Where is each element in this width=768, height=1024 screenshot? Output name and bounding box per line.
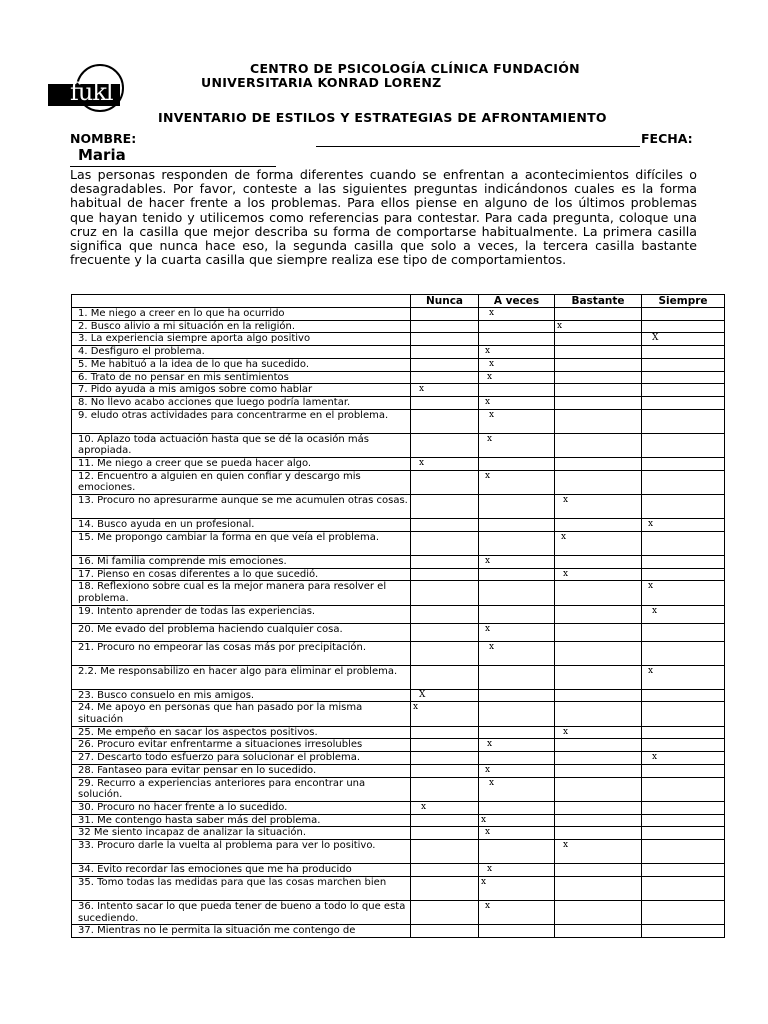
answer-cell[interactable]	[642, 409, 725, 433]
answer-cell[interactable]	[411, 665, 479, 689]
answer-cell[interactable]	[411, 409, 479, 433]
answer-cell[interactable]	[479, 864, 555, 877]
question-text: 9. eludo otras actividades para concentrarme en el problema.	[72, 409, 411, 433]
answer-cell[interactable]	[642, 470, 725, 494]
answer-cell[interactable]	[411, 864, 479, 877]
table-row	[72, 371, 725, 384]
cross-mark: x	[489, 777, 495, 788]
header-question	[72, 295, 411, 308]
question-text: 27. Descarto todo esfuerzo para solucionar el problema.	[72, 752, 411, 765]
answer-cell[interactable]	[555, 358, 642, 371]
table-row	[72, 433, 725, 457]
answer-cell[interactable]	[479, 752, 555, 765]
answer-cell[interactable]	[479, 764, 555, 777]
table-row	[72, 581, 725, 605]
answer-cell[interactable]	[479, 470, 555, 494]
answer-cell[interactable]	[411, 371, 479, 384]
answer-cell[interactable]	[642, 876, 725, 900]
answer-cell[interactable]	[411, 764, 479, 777]
answer-cell[interactable]	[411, 346, 479, 359]
answer-cell[interactable]	[479, 495, 555, 519]
cross-mark: X	[419, 689, 426, 700]
answer-cell[interactable]	[555, 384, 642, 397]
answer-cell[interactable]	[555, 864, 642, 877]
answer-cell[interactable]	[555, 925, 642, 938]
answer-cell[interactable]	[555, 333, 642, 346]
answer-cell[interactable]	[642, 900, 725, 924]
header-siempre: Siempre	[642, 295, 725, 308]
answer-cell[interactable]	[642, 371, 725, 384]
answer-cell[interactable]	[411, 433, 479, 457]
table-row	[72, 470, 725, 494]
header-nunca: Nunca	[411, 295, 479, 308]
answer-cell[interactable]	[642, 764, 725, 777]
answer-cell[interactable]	[479, 827, 555, 840]
answer-cell[interactable]	[411, 702, 479, 726]
institution-line-1: CENTRO DE PSICOLOGÍA CLÍNICA FUNDACIÓN	[250, 61, 580, 76]
cross-mark: x	[485, 470, 491, 481]
cross-mark: x	[487, 739, 493, 750]
answer-cell[interactable]	[479, 346, 555, 359]
answer-cell[interactable]	[555, 900, 642, 924]
answer-cell[interactable]	[642, 358, 725, 371]
answer-cell[interactable]	[411, 519, 479, 532]
answer-cell[interactable]	[479, 358, 555, 371]
answer-cell[interactable]	[479, 555, 555, 568]
answer-cell[interactable]	[479, 519, 555, 532]
answer-cell[interactable]	[411, 320, 479, 333]
answer-cell[interactable]	[479, 605, 555, 623]
answer-cell[interactable]	[479, 320, 555, 333]
cross-mark: x	[481, 814, 487, 825]
table-header-row	[72, 295, 725, 308]
answer-cell[interactable]	[555, 801, 642, 814]
institution-line-2: UNIVERSITARIA KONRAD LORENZ	[201, 75, 442, 90]
answer-cell[interactable]	[479, 396, 555, 409]
answer-cell[interactable]	[479, 384, 555, 397]
question-text: 29. Recurro a experiencias anteriores para encontrar una solución.	[72, 777, 411, 801]
table-row	[72, 764, 725, 777]
question-text: 33. Procuro darle la vuelta al problema para ver lo positivo.	[72, 840, 411, 864]
cross-mark: x	[481, 876, 487, 887]
answer-cell[interactable]	[555, 726, 642, 739]
header-a-veces: A veces	[479, 295, 555, 308]
answer-cell[interactable]	[642, 623, 725, 641]
answer-cell[interactable]	[555, 568, 642, 581]
cross-mark: x	[563, 568, 569, 579]
table-row	[72, 458, 725, 471]
question-text: 19. Intento aprender de todas las experiencias.	[72, 605, 411, 623]
answer-cell[interactable]	[555, 665, 642, 689]
table-row	[72, 925, 725, 938]
question-text: 36. Intento sacar lo que pueda tener de bueno a todo lo que esta sucediendo.	[72, 900, 411, 924]
answer-cell[interactable]	[642, 752, 725, 765]
answer-cell[interactable]	[411, 333, 479, 346]
cross-mark: x	[419, 384, 425, 395]
table-row	[72, 346, 725, 359]
answer-cell[interactable]	[411, 752, 479, 765]
cross-mark: x	[413, 702, 419, 713]
cross-mark: x	[557, 320, 563, 331]
question-text: 35. Tomo todas las medidas para que las cosas marchen bien	[72, 876, 411, 900]
table-row	[72, 827, 725, 840]
answer-cell[interactable]	[555, 470, 642, 494]
answer-cell[interactable]	[555, 458, 642, 471]
fecha-label: FECHA:	[641, 131, 693, 146]
cross-mark: x	[485, 623, 491, 634]
answer-cell[interactable]	[411, 814, 479, 827]
answer-cell[interactable]	[642, 702, 725, 726]
table-row	[72, 568, 725, 581]
answer-cell[interactable]	[642, 641, 725, 665]
table-row	[72, 777, 725, 801]
table-row	[72, 864, 725, 877]
answer-cell[interactable]	[555, 752, 642, 765]
answer-cell[interactable]	[411, 689, 479, 702]
answer-cell[interactable]	[479, 581, 555, 605]
table-row	[72, 702, 725, 726]
answer-cell[interactable]	[642, 864, 725, 877]
answer-cell[interactable]	[479, 433, 555, 457]
answer-cell[interactable]	[642, 925, 725, 938]
question-text: 26. Procuro evitar enfrentarme a situaciones irresolubles	[72, 739, 411, 752]
question-text: 2.2. Me responsabilizo en hacer algo para eliminar el problema.	[72, 665, 411, 689]
nombre-underline	[316, 146, 640, 147]
answer-cell[interactable]	[555, 689, 642, 702]
answer-cell[interactable]	[555, 320, 642, 333]
answer-cell[interactable]	[555, 519, 642, 532]
table-row	[72, 384, 725, 397]
table-row	[72, 840, 725, 864]
answer-cell[interactable]	[555, 777, 642, 801]
answer-cell[interactable]	[411, 555, 479, 568]
answer-cell[interactable]	[642, 555, 725, 568]
answer-cell[interactable]	[555, 409, 642, 433]
table-row	[72, 814, 725, 827]
answer-cell[interactable]	[642, 396, 725, 409]
nombre-label: NOMBRE:	[70, 131, 137, 146]
answer-cell[interactable]	[642, 605, 725, 623]
inventory-table	[71, 294, 725, 938]
table-row	[72, 358, 725, 371]
question-text: 3. La experiencia siempre aporta algo positivo	[72, 333, 411, 346]
question-text: 13. Procuro no apresurarme aunque se me acumulen otras cosas.	[72, 495, 411, 519]
answer-cell[interactable]	[411, 605, 479, 623]
question-text: 7. Pido ayuda a mis amigos sobre como hablar	[72, 384, 411, 397]
table-row	[72, 409, 725, 433]
answer-cell[interactable]	[479, 814, 555, 827]
question-text: 10. Aplazo toda actuación hasta que se dé la ocasión más apropiada.	[72, 433, 411, 457]
answer-cell[interactable]	[479, 641, 555, 665]
answer-cell[interactable]	[555, 605, 642, 623]
question-text: 1. Me niego a creer en lo que ha ocurrido	[72, 308, 411, 321]
answer-cell[interactable]	[642, 739, 725, 752]
question-text: 28. Fantaseo para evitar pensar en lo sucedido.	[72, 764, 411, 777]
answer-cell[interactable]	[555, 739, 642, 752]
answer-cell[interactable]	[555, 814, 642, 827]
answer-cell[interactable]	[411, 623, 479, 641]
cross-mark: x	[563, 840, 569, 851]
question-text: 14. Busco ayuda en un profesional.	[72, 519, 411, 532]
answer-cell[interactable]	[479, 876, 555, 900]
answer-cell[interactable]	[642, 814, 725, 827]
question-text: 37. Mientras no le permita la situación me contengo de	[72, 925, 411, 938]
cross-mark: x	[485, 764, 491, 775]
cross-mark: x	[489, 409, 495, 420]
question-text: 23. Busco consuelo en mis amigos.	[72, 689, 411, 702]
answer-cell[interactable]	[479, 689, 555, 702]
question-text: 34. Evito recordar las emociones que me ha producido	[72, 864, 411, 877]
answer-cell[interactable]	[479, 371, 555, 384]
cross-mark: x	[487, 371, 493, 382]
question-text: 8. No llevo acabo acciones que luego podría lamentar.	[72, 396, 411, 409]
cross-mark: x	[421, 801, 427, 812]
cross-mark: x	[652, 752, 658, 763]
question-text: 11. Me niego a creer que se pueda hacer algo.	[72, 458, 411, 471]
answer-cell[interactable]	[555, 641, 642, 665]
answer-cell[interactable]	[642, 840, 725, 864]
answer-cell[interactable]	[642, 320, 725, 333]
answer-cell[interactable]	[479, 925, 555, 938]
answer-cell[interactable]	[411, 900, 479, 924]
answer-cell[interactable]	[555, 702, 642, 726]
answer-cell[interactable]	[479, 308, 555, 321]
answer-cell[interactable]	[411, 358, 479, 371]
answer-cell[interactable]	[555, 555, 642, 568]
answer-cell[interactable]	[642, 726, 725, 739]
answer-cell[interactable]	[642, 433, 725, 457]
answer-cell[interactable]	[642, 495, 725, 519]
form-title: INVENTARIO DE ESTILOS Y ESTRATEGIAS DE AFRONTAMIENTO	[158, 110, 607, 125]
question-text: 5. Me habituó a la idea de lo que ha sucedido.	[72, 358, 411, 371]
answer-cell[interactable]	[642, 665, 725, 689]
cross-mark: x	[485, 396, 491, 407]
table-row	[72, 320, 725, 333]
question-text: 21. Procuro no empeorar las cosas más por precipitación.	[72, 641, 411, 665]
table-row	[72, 623, 725, 641]
table-row	[72, 752, 725, 765]
cross-mark: x	[485, 346, 491, 357]
question-text: 4. Desfiguro el problema.	[72, 346, 411, 359]
cross-mark: x	[648, 581, 654, 592]
question-text: 30. Procuro no hacer frente a lo sucedido.	[72, 801, 411, 814]
answer-cell[interactable]	[479, 840, 555, 864]
answer-cell[interactable]	[479, 568, 555, 581]
answer-cell[interactable]	[555, 308, 642, 321]
answer-cell[interactable]	[411, 568, 479, 581]
table-row	[72, 519, 725, 532]
cross-mark: x	[489, 358, 495, 369]
question-text: 18. Reflexiono sobre cual es la mejor manera para resolver el problema.	[72, 581, 411, 605]
answer-cell[interactable]	[555, 876, 642, 900]
header-bastante: Bastante	[555, 295, 642, 308]
cross-mark: x	[648, 519, 654, 530]
question-text: 2. Busco alivio a mi situación en la religión.	[72, 320, 411, 333]
answer-cell[interactable]	[555, 827, 642, 840]
cross-mark: X	[652, 333, 659, 344]
table-row	[72, 900, 725, 924]
answer-cell[interactable]	[555, 433, 642, 457]
table-body	[72, 308, 725, 938]
answer-cell[interactable]	[411, 458, 479, 471]
table-row	[72, 531, 725, 555]
cross-mark: x	[489, 308, 495, 318]
cross-mark: x	[485, 827, 491, 838]
answer-cell[interactable]	[642, 531, 725, 555]
answer-cell[interactable]	[642, 346, 725, 359]
question-text: 31. Me contengo hasta saber más del problema.	[72, 814, 411, 827]
answer-cell[interactable]	[642, 308, 725, 321]
table-row	[72, 605, 725, 623]
answer-cell[interactable]	[555, 840, 642, 864]
answer-cell[interactable]	[411, 308, 479, 321]
cross-mark: x	[485, 555, 491, 566]
answer-cell[interactable]	[411, 396, 479, 409]
question-text: 32 Me siento incapaz de analizar la situación.	[72, 827, 411, 840]
table-row	[72, 739, 725, 752]
answer-cell[interactable]	[479, 900, 555, 924]
logo-text: fukl	[70, 78, 113, 106]
answer-cell[interactable]	[642, 384, 725, 397]
question-text: 6. Trato de no pensar en mis sentimientos	[72, 371, 411, 384]
answer-cell[interactable]	[411, 739, 479, 752]
answer-cell[interactable]	[479, 702, 555, 726]
cross-mark: x	[563, 495, 569, 506]
answer-cell[interactable]	[555, 495, 642, 519]
question-text: 25. Me empeño en sacar los aspectos positivos.	[72, 726, 411, 739]
answer-cell[interactable]	[555, 371, 642, 384]
table-row	[72, 876, 725, 900]
cross-mark: x	[487, 433, 493, 444]
question-text: 16. Mi familia comprende mis emociones.	[72, 555, 411, 568]
cross-mark: x	[648, 665, 654, 676]
answer-cell[interactable]	[479, 409, 555, 433]
answer-cell[interactable]	[642, 801, 725, 814]
nombre-value: Maria	[78, 146, 126, 164]
fukl-logo	[48, 64, 128, 110]
answer-cell[interactable]	[411, 641, 479, 665]
table-row	[72, 665, 725, 689]
answer-cell[interactable]	[479, 623, 555, 641]
answer-cell[interactable]	[642, 568, 725, 581]
cross-mark: x	[485, 900, 491, 911]
answer-cell[interactable]	[479, 777, 555, 801]
answer-cell[interactable]	[411, 777, 479, 801]
answer-cell[interactable]	[555, 531, 642, 555]
answer-cell[interactable]	[642, 689, 725, 702]
table-row	[72, 495, 725, 519]
table-row	[72, 396, 725, 409]
answer-cell[interactable]	[411, 531, 479, 555]
answer-cell[interactable]	[479, 665, 555, 689]
answer-cell[interactable]	[555, 581, 642, 605]
question-text: 15. Me propongo cambiar la forma en que veía el problema.	[72, 531, 411, 555]
answer-cell[interactable]	[555, 346, 642, 359]
cross-mark: x	[652, 605, 658, 616]
table-row	[72, 333, 725, 346]
cross-mark: x	[489, 641, 495, 652]
answer-cell[interactable]	[411, 840, 479, 864]
table-row	[72, 641, 725, 665]
table-row	[72, 689, 725, 702]
answer-cell[interactable]	[642, 458, 725, 471]
answer-cell[interactable]	[555, 623, 642, 641]
answer-cell[interactable]	[479, 458, 555, 471]
question-text: 12. Encuentro a alguien en quien confiar y descargo mis emociones.	[72, 470, 411, 494]
answer-cell[interactable]	[411, 470, 479, 494]
answer-cell[interactable]	[479, 531, 555, 555]
answer-cell[interactable]	[555, 396, 642, 409]
answer-cell[interactable]	[411, 827, 479, 840]
cross-mark: x	[487, 864, 493, 875]
answer-cell[interactable]	[411, 495, 479, 519]
cross-mark: x	[561, 531, 567, 542]
table-row	[72, 555, 725, 568]
answer-cell[interactable]	[411, 925, 479, 938]
answer-cell[interactable]	[411, 581, 479, 605]
question-text: 24. Me apoyo en personas que han pasado por la misma situación	[72, 702, 411, 726]
answer-cell[interactable]	[642, 777, 725, 801]
table-row	[72, 801, 725, 814]
answer-cell[interactable]	[479, 801, 555, 814]
question-text: 17. Pienso en cosas diferentes a lo que sucedió.	[72, 568, 411, 581]
answer-cell[interactable]	[479, 333, 555, 346]
answer-cell[interactable]	[642, 827, 725, 840]
question-text: 20. Me evado del problema haciendo cualquier cosa.	[72, 623, 411, 641]
cross-mark: x	[563, 726, 569, 737]
answer-cell[interactable]	[479, 739, 555, 752]
answer-cell[interactable]	[411, 384, 479, 397]
answer-cell[interactable]	[479, 726, 555, 739]
instructions-paragraph: Las personas responden de forma diferentes cuando se enfrentan a acontecimientos difíciles o desagradables. Por favor, conteste a las siguientes preguntas indicándonos cuales es la forma habitual de hacer frente a los problemas. Para ellos piense en alguno de los últimos problemas que hayan tenido y utilicemos como referencias para contestar. Para cada pregunta, coloque una cruz en la casilla que mejor describa su forma de comportarse habitualmente. La primera casilla significa que nunca hace eso, la segunda casilla que solo a veces, la tercera casilla bastante frecuente y la cuarta casilla que siempre realiza ese tipo de comportamientos.	[70, 167, 697, 268]
answer-cell[interactable]	[411, 801, 479, 814]
answer-cell[interactable]	[642, 333, 725, 346]
answer-cell[interactable]	[555, 764, 642, 777]
cross-mark: x	[419, 458, 425, 469]
table-row	[72, 726, 725, 739]
answer-cell[interactable]	[642, 519, 725, 532]
answer-cell[interactable]	[411, 726, 479, 739]
table-row	[72, 308, 725, 321]
answer-cell[interactable]	[411, 876, 479, 900]
answer-cell[interactable]	[642, 581, 725, 605]
